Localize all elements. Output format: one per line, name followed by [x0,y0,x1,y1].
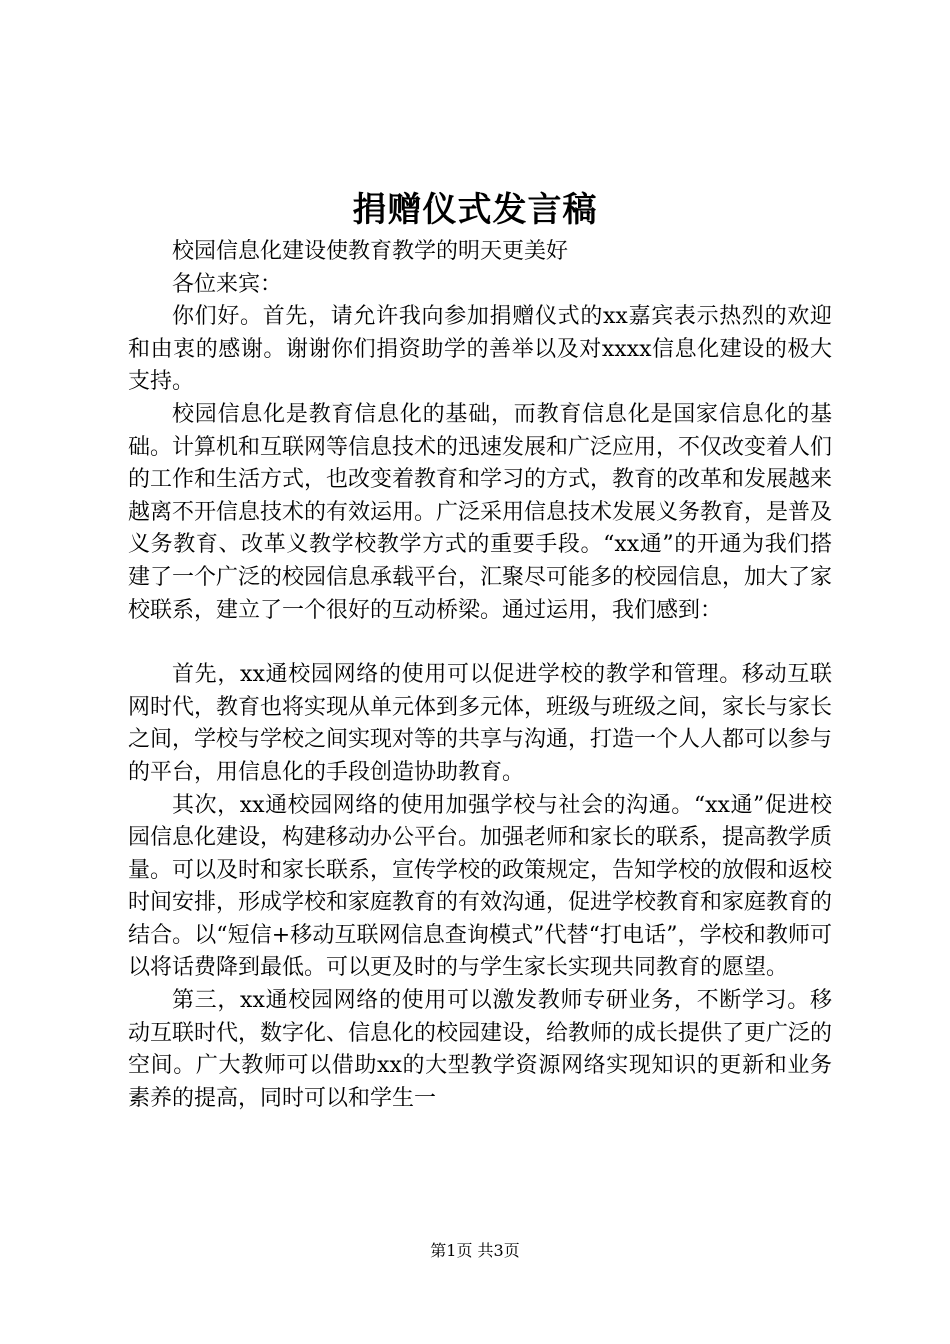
page-number-footer: 第1页 共3页 [430,1241,520,1260]
greeting-paragraph: 你们好。首先，请允许我向参加捐赠仪式的xx嘉宾表示热烈的欢迎和由衷的感谢。谢谢你们捐资助学的善举以及对xxxx信息化建设的极大支持。 [128,304,832,395]
first-point-paragraph: 首先，xx通校园网络的使用可以促进学校的教学和管理。移动互联网时代，教育也将实现从单元体到多元体，班级与班级之间，家长与家长之间，学校与学校之间实现对等的共享与沟通，打造一个人人都可以参与的平台，用信息化的手段创造协助教育。 [128,662,833,785]
document-body [128,236,832,1115]
background-paragraph: 校园信息化是教育信息化的基础，而教育信息化是国家信息化的基础。计算机和互联网等信息技术的迅速发展和广泛应用，不仅改变着人们的工作和生活方式，也改变着教育和学习的方式，教育的改革和发展越来越离不开信息技术的有效运用。广泛采用信息技术发展义务教育，是普及义务教育、改革义教学校教学方式的重要手段。“xx通”的开通为我们搭建了一个广泛的校园信息承载平台，汇聚尽可能多的校园信息，加大了家校联系，建立了一个很好的互动桥梁。通过运用，我们感到： [128,401,833,623]
third-point-paragraph: 第三，xx通校园网络的使用可以激发教师专研业务，不断学习。移动互联时代，数字化、信息化的校园建设，给教师的成长提供了更广泛的空间。广大教师可以借助xx的大型教学资源网络实现知识的更新和业务素养的提高，同时可以和学生一 [128,988,833,1111]
salutation-paragraph: 各位来宾： [172,271,283,297]
subtitle-paragraph: 校园信息化建设使教育教学的明天更美好 [172,239,569,264]
second-point-paragraph: 其次，xx通校园网络的使用加强学校与社会的沟通。“xx通”促进校园信息化建设，构建移动办公平台。加强老师和家长的联系，提高教学质量。可以及时和家长联系，宣传学校的政策规定，告知学校的放假和返校时间安排，形成学校和家庭教育的有效沟通，促进学校教育和家庭教育的结合。以“短信+移动互联网信息查询模式”代替“打电话”，学校和教师可以将话费降到最低。可以更及时的与学生家长实现共同教育的愿望。 [128,792,833,981]
document-title: 捐赠仪式发言稿 [352,190,598,230]
